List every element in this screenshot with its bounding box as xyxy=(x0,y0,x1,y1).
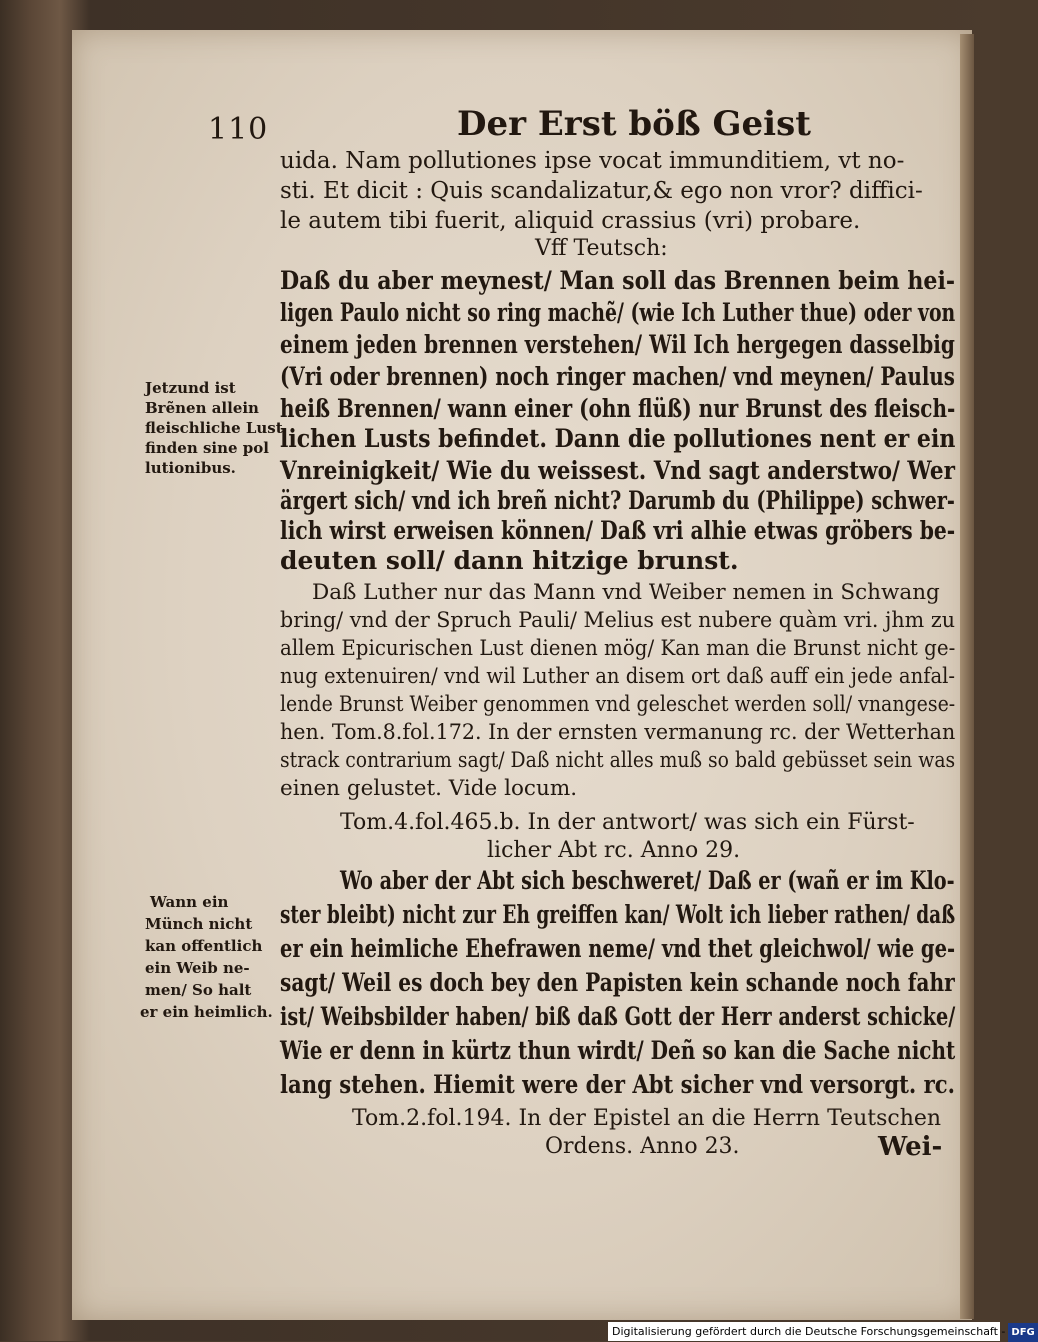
dfg-logo: DFG xyxy=(1008,1323,1037,1342)
text-line: deuten soll/ dann hitzige brunst. xyxy=(280,546,739,575)
text-line: lichen Lusts befindet. Dann die pollutiones nent er ein xyxy=(280,424,956,453)
text-line: lich wirst erweisen können/ Daß vri alhie etwas gröbers be- xyxy=(280,516,956,545)
page-edge xyxy=(960,34,974,1319)
marginal-note-line: men/ So halt xyxy=(145,981,252,999)
reference-line: Ordens. Anno 23. xyxy=(545,1134,740,1159)
text-line: Daß du aber meynest/ Man soll das Brennen beim hei- xyxy=(280,266,956,295)
text-line: lang stehen. Hiemit were der Abt sicher vnd versorgt. rc. xyxy=(280,1070,955,1099)
latin-line: sti. Et dicit : Quis scandalizatur,& ego non vror? diffici- xyxy=(280,178,923,204)
text-line: lende Brunst Weiber genommen vnd geleschet werden soll/ vnangese- xyxy=(280,692,956,717)
text-line: einem jeden brennen verstehen/ Wil Ich hergegen dasselbig xyxy=(280,330,955,359)
marginal-note-line: Münch nicht xyxy=(145,915,253,933)
text-line: Wo aber der Abt sich beschweret/ Daß er (wañ er im Klo- xyxy=(340,866,955,895)
text-line: er ein heimliche Ehefrawen neme/ vnd thet gleichwol/ wie ge- xyxy=(280,934,956,963)
text-line: (Vri oder brennen) noch ringer machen/ vnd meynen/ Paulus xyxy=(280,362,955,391)
marginal-note-line: finden sine pol xyxy=(145,439,269,457)
text-line: heiß Brennen/ wann einer (ohn flüß) nur Brunst des fleisch- xyxy=(280,394,956,423)
text-line: ligen Paulo nicht so ring machẽ/ (wie Ich Luther thue) oder von xyxy=(280,298,956,327)
page-number: 110 xyxy=(208,112,269,147)
text-line: sagt/ Weil es doch bey den Papisten kein schande noch fahr xyxy=(280,968,955,997)
text-line: nug extenuiren/ vnd wil Luther an disem ort daß auff ein jede anfal- xyxy=(280,664,956,689)
text-line: hen. Tom.8.fol.172. In der ernsten vermanung rc. der Wetterhan xyxy=(280,720,956,745)
marginal-note-line: lutionibus. xyxy=(145,459,236,477)
text-line: Daß Luther nur das Mann vnd Weiber nemen in Schwang xyxy=(312,580,940,605)
digitization-credit xyxy=(608,1322,1035,1341)
reference-line: licher Abt rc. Anno 29. xyxy=(487,838,741,863)
text-line: strack contrarium sagt/ Daß nicht alles muß so bald gebüsset sein was xyxy=(280,748,956,773)
text-line: allem Epicurischen Lust dienen mög/ Kan man die Brunst nicht ge- xyxy=(280,636,956,661)
text-line: einen gelustet. Vide locum. xyxy=(280,776,578,801)
marginal-note-line: fleischliche Lust xyxy=(145,419,283,437)
running-title: Der Erst böß Geist xyxy=(457,104,811,144)
marginal-note-line: er ein heimlich. xyxy=(140,1003,273,1021)
marginal-note-line: Wann ein xyxy=(150,893,229,911)
text-line: Wie er denn in kürtz thun wirdt/ Deñ so kan die Sache nicht xyxy=(280,1036,956,1065)
reference-line: Tom.2.fol.194. In der Epistel an die Herrn Teutschen xyxy=(352,1106,942,1131)
latin-line: uida. Nam pollutiones ipse vocat immunditiem, vt no- xyxy=(280,148,905,174)
marginal-note-line: Jetzund ist xyxy=(145,379,236,397)
text-line: Vnreinigkeit/ Wie du weissest. Vnd sagt anderstwo/ Wer xyxy=(280,456,955,485)
credit-text: Digitalisierung gefördert durch die Deutsche Forschungsgemeinschaft - xyxy=(612,1325,1006,1338)
text-line: ster bleibt) nicht zur Eh greiffen kan/ Wolt ich lieber rathen/ daß xyxy=(280,900,956,929)
marginal-note-line: kan offentlich xyxy=(145,937,263,955)
text-line: ist/ Weibsbilder haben/ biß daß Gott der Herr anderst schicke/ xyxy=(280,1002,956,1031)
marginal-note-line: Brẽnen allein xyxy=(145,399,259,417)
reference-line: Tom.4.fol.465.b. In der antwort/ was sich ein Fürst- xyxy=(340,810,915,835)
subheading: Vff Teutsch: xyxy=(535,236,668,261)
text-line: bring/ vnd der Spruch Pauli/ Melius est nubere quàm vri. jhm zu xyxy=(280,608,955,633)
text-line: ärgert sich/ vnd ich breñ nicht? Darumb du (Philippe) schwer- xyxy=(280,486,955,515)
latin-line: le autem tibi fuerit, aliquid crassius (vri) probare. xyxy=(280,208,861,234)
marginal-note-line: ein Weib ne- xyxy=(145,959,250,977)
catchword: Wei- xyxy=(878,1132,943,1162)
